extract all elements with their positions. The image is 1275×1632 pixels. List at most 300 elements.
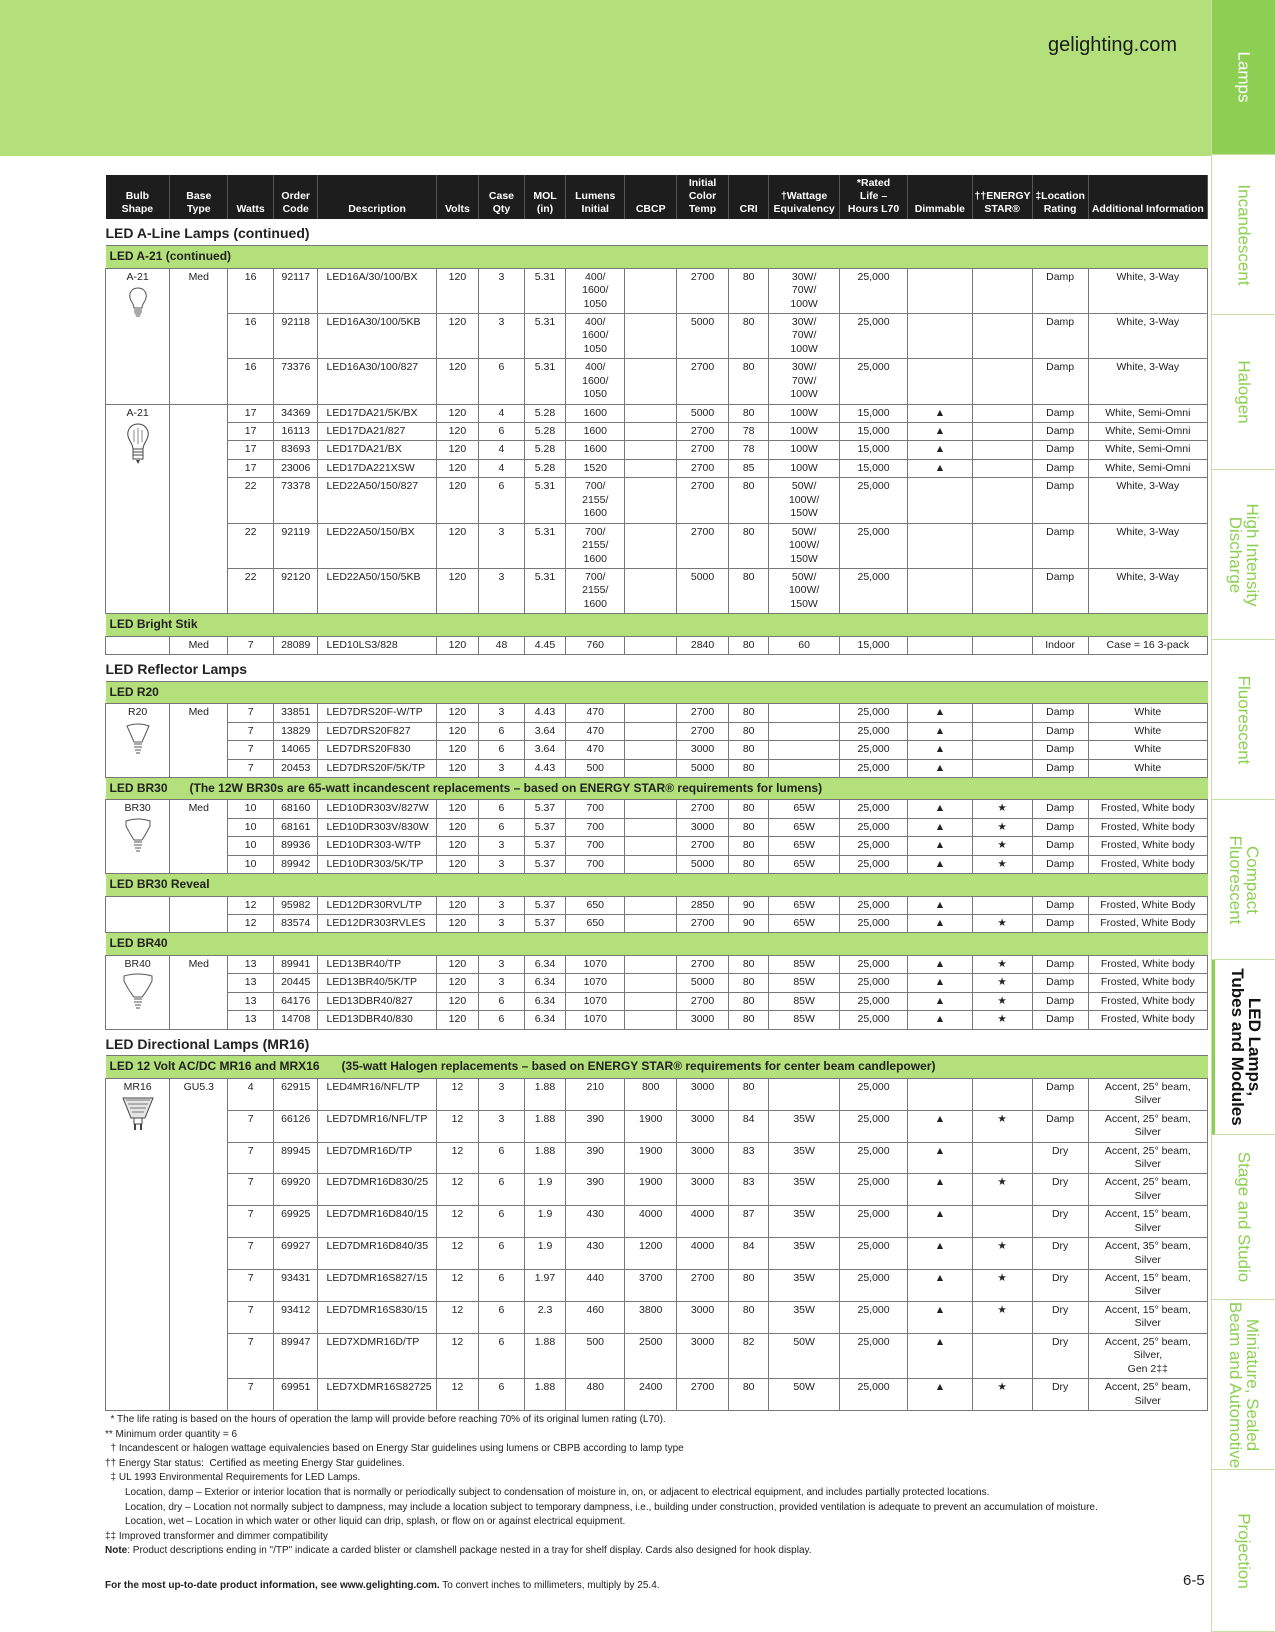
- table-cell: 25,000: [839, 741, 907, 759]
- table-cell: ★: [972, 1270, 1032, 1302]
- table-row: [106, 1206, 1208, 1238]
- table-cell: 1520: [566, 459, 625, 477]
- table-cell: ▲: [908, 1011, 972, 1029]
- table-cell: 3800: [625, 1301, 677, 1333]
- table-cell: 12: [436, 1301, 479, 1333]
- column-header: Description: [318, 175, 436, 219]
- subsection-row: [106, 246, 1208, 268]
- table-cell: Damp: [1032, 974, 1088, 992]
- table-cell: 28089: [273, 636, 318, 654]
- table-cell: 17: [228, 459, 274, 477]
- table-cell: 1070: [566, 955, 625, 973]
- table-cell: 25,000: [839, 1110, 907, 1142]
- table-row: [106, 722, 1208, 740]
- table-row: [106, 1379, 1208, 1411]
- table-cell: 35W: [769, 1301, 839, 1333]
- table-cell: 3700: [625, 1270, 677, 1302]
- cell-text: 400/ 1600/ 1050: [582, 315, 609, 355]
- table-row: [106, 441, 1208, 459]
- table-cell: ★: [972, 1301, 1032, 1333]
- table-cell: 390: [566, 1174, 625, 1206]
- table-cell: 13: [228, 1011, 274, 1029]
- table-cell: Damp: [1032, 759, 1088, 777]
- table-cell: [769, 568, 839, 613]
- footnote: Location, damp – Exterior or interior location that is normally or periodically subject to condensation of moisture in, on, or adjacent to electrical equipment, and includes partially protected locations.: [125, 1486, 990, 1498]
- table-cell: LED7DRS20F/5K/TP: [318, 759, 436, 777]
- subsection-heading: [106, 874, 1208, 896]
- tab-9[interactable]: [1212, 1470, 1275, 1632]
- table-cell: LED22A50/150/BX: [318, 523, 436, 568]
- table-cell: 7: [228, 1238, 274, 1270]
- r20-bulb-icon: [108, 722, 167, 764]
- table-cell: [908, 1078, 972, 1110]
- tab-3[interactable]: [1212, 470, 1275, 640]
- table-cell: Frosted, White body: [1088, 800, 1207, 818]
- footnote: Location, dry – Location not normally subject to dampness, may include a location subject to temporary dampness, i.e., building under construction, provided ventilation is adequate to prevent an accumulation of moisture.: [125, 1501, 1098, 1513]
- section-heading: LED Reflector Lamps: [106, 655, 1208, 682]
- section-heading: LED Directional Lamps (MR16): [106, 1029, 1208, 1056]
- table-cell: 3000: [677, 1078, 729, 1110]
- table-row: [106, 423, 1208, 441]
- table-cell: [972, 704, 1032, 722]
- table-cell: 5.37: [524, 914, 565, 932]
- tab-8[interactable]: [1212, 1300, 1275, 1470]
- table-cell: Frosted, White body: [1088, 855, 1207, 873]
- tab-5[interactable]: [1212, 800, 1275, 960]
- table-cell: Damp: [1032, 423, 1088, 441]
- table-cell: 80: [728, 359, 768, 404]
- table-header-row: [106, 175, 1208, 219]
- table-cell: 25,000: [839, 478, 907, 523]
- table-cell: 25,000: [839, 914, 907, 932]
- table-row: [106, 568, 1208, 613]
- tab-label: Projection: [1234, 1512, 1254, 1589]
- subsection-heading: [106, 933, 1208, 955]
- table-row: [106, 459, 1208, 477]
- table-cell: LED17DA221XSW: [318, 459, 436, 477]
- table-cell: [908, 359, 972, 404]
- table-cell: 760: [566, 636, 625, 654]
- subsection-heading: [106, 778, 1208, 800]
- column-header: ††ENERGY STAR®: [972, 175, 1032, 219]
- table-cell: 2700: [677, 359, 729, 404]
- table-cell: 700: [566, 855, 625, 873]
- table-cell: Damp: [1032, 523, 1088, 568]
- table-cell: 15,000: [839, 636, 907, 654]
- subsection-row: [106, 1056, 1208, 1078]
- table-cell: LED13DBR40/830: [318, 1011, 436, 1029]
- table-cell: 60: [769, 636, 839, 654]
- table-cell: White, Semi-Omni: [1088, 459, 1207, 477]
- table-cell: 13: [228, 974, 274, 992]
- table-row: [106, 759, 1208, 777]
- column-header: Additional Information: [1088, 175, 1207, 219]
- table-cell: 210: [566, 1078, 625, 1110]
- table-cell: 15,000: [839, 423, 907, 441]
- table-cell: 1900: [625, 1110, 677, 1142]
- table-cell: 120: [436, 722, 479, 740]
- table-row: [106, 1142, 1208, 1174]
- table-cell: Frosted, White body: [1088, 974, 1207, 992]
- table-row: [106, 818, 1208, 836]
- tab-7[interactable]: [1212, 1135, 1275, 1300]
- table-cell: [625, 636, 677, 654]
- bulb-shape-cell: [106, 955, 170, 1029]
- table-cell: ▲: [908, 800, 972, 818]
- table-cell: 89941: [273, 955, 318, 973]
- table-cell: [566, 523, 625, 568]
- table-cell: White, 3-Way: [1088, 268, 1207, 313]
- table-cell: LED13BR40/TP: [318, 955, 436, 973]
- table-cell: 7: [228, 722, 274, 740]
- table-cell: 1.97: [524, 1270, 565, 1302]
- table-cell: LED7DRS20F827: [318, 722, 436, 740]
- table-cell: 1600: [566, 404, 625, 422]
- table-cell: 1.9: [524, 1238, 565, 1270]
- table-cell: 10: [228, 855, 274, 873]
- table-cell: 35W: [769, 1110, 839, 1142]
- column-header: ‡Location Rating: [1032, 175, 1088, 219]
- table-cell: LED7DRS20F830: [318, 741, 436, 759]
- table-cell: Accent, 15° beam, Silver: [1088, 1301, 1207, 1333]
- table-cell: 82: [728, 1333, 768, 1378]
- table-cell: 2700: [677, 722, 729, 740]
- table-cell: Accent, 25° beam, Silver: [1088, 1142, 1207, 1174]
- table-row: [106, 914, 1208, 932]
- footnote: Location, wet – Location in which water or other liquid can drip, splash, or flow on or against electrical equipment.: [125, 1516, 626, 1528]
- table-cell: 25,000: [839, 1142, 907, 1174]
- table-cell: [625, 818, 677, 836]
- table-cell: Indoor: [1032, 636, 1088, 654]
- table-cell: LED22A50/150/5KB: [318, 568, 436, 613]
- table-cell: ▲: [908, 441, 972, 459]
- table-cell: [625, 800, 677, 818]
- table-cell: Frosted, White body: [1088, 992, 1207, 1010]
- table-cell: 2700: [677, 800, 729, 818]
- table-cell: 66126: [273, 1110, 318, 1142]
- table-cell: Accent, 25° beam, Silver: [1088, 1110, 1207, 1142]
- table-cell: ▲: [908, 914, 972, 932]
- subsection-title: LED A-21 (continued): [109, 249, 232, 264]
- table-cell: 16113: [273, 423, 318, 441]
- table-cell: 80: [728, 759, 768, 777]
- table-cell: 89947: [273, 1333, 318, 1378]
- table-cell: 5000: [677, 855, 729, 873]
- subsection-heading: [106, 246, 1208, 268]
- table-cell: 25,000: [839, 1011, 907, 1029]
- table-cell: 3: [479, 1078, 525, 1110]
- subsection-note: (35-watt Halogen replacements – based on ENERGY STAR® requirements for center beam candlepower): [341, 1059, 936, 1074]
- table-cell: 3: [479, 1110, 525, 1142]
- subsection-heading: [106, 681, 1208, 703]
- table-row: [106, 1238, 1208, 1270]
- table-cell: 25,000: [839, 523, 907, 568]
- table-cell: LED16A30/100/5KB: [318, 313, 436, 358]
- table-cell: 1900: [625, 1142, 677, 1174]
- table-cell: White, 3-Way: [1088, 523, 1207, 568]
- table-cell: 3: [479, 974, 525, 992]
- table-cell: White: [1088, 741, 1207, 759]
- table-cell: [625, 992, 677, 1010]
- table-cell: LED10DR303-W/TP: [318, 837, 436, 855]
- table-cell: 440: [566, 1270, 625, 1302]
- table-cell: 6: [479, 818, 525, 836]
- table-cell: [625, 404, 677, 422]
- table-cell: [566, 568, 625, 613]
- table-cell: 89945: [273, 1142, 318, 1174]
- table-cell: 5.31: [524, 313, 565, 358]
- table-cell: 25,000: [839, 1333, 907, 1378]
- footnote: * The life rating is based on the hours of operation the lamp will provide before reaching 70% of its original lumen rating (L70).: [105, 1414, 666, 1425]
- table-cell: ▲: [908, 855, 972, 873]
- a21-bulb-icon: [108, 286, 167, 324]
- table-cell: 50W: [769, 1379, 839, 1411]
- table-cell: 6: [479, 722, 525, 740]
- table-cell: Accent, 25° beam, Silver: [1088, 1379, 1207, 1411]
- table-cell: 7: [228, 1379, 274, 1411]
- table-cell: Dry: [1032, 1142, 1088, 1174]
- cell-text: 50W/ 100W/ 150W: [788, 480, 820, 520]
- table-cell: 80: [728, 523, 768, 568]
- table-cell: 10: [228, 818, 274, 836]
- table-cell: [769, 359, 839, 404]
- table-row: [106, 955, 1208, 973]
- table-cell: LED4MR16/NFL/TP: [318, 1078, 436, 1110]
- table-cell: 500: [566, 1333, 625, 1378]
- table-cell: 5000: [677, 313, 729, 358]
- table-cell: 120: [436, 704, 479, 722]
- bulb-shape: BR40: [124, 957, 151, 970]
- tab-6[interactable]: [1212, 960, 1275, 1135]
- table-cell: White, Semi-Omni: [1088, 441, 1207, 459]
- footnote: ‡‡ Improved transformer and dimmer compatibility: [105, 1530, 328, 1542]
- table-cell: 16: [228, 313, 274, 358]
- table-cell: 80: [728, 1301, 768, 1333]
- column-header: Case Qty: [479, 175, 525, 219]
- table-cell: [972, 359, 1032, 404]
- table-cell: 13: [228, 992, 274, 1010]
- column-header: *Rated Life – Hours L70: [839, 175, 907, 219]
- site-url[interactable]: gelighting.com: [1048, 34, 1177, 56]
- tab-0[interactable]: [1212, 0, 1275, 155]
- table-cell: 3000: [677, 741, 729, 759]
- base-type: Med: [170, 636, 228, 654]
- table-cell: 7: [228, 1206, 274, 1238]
- table-cell: 120: [436, 404, 479, 422]
- table-cell: LED7DMR16S830/15: [318, 1301, 436, 1333]
- table-cell: [566, 313, 625, 358]
- table-cell: 25,000: [839, 837, 907, 855]
- table-row: [106, 478, 1208, 523]
- table-cell: 84: [728, 1110, 768, 1142]
- table-cell: 1.88: [524, 1078, 565, 1110]
- section-heading-row: [106, 1029, 1208, 1056]
- table-cell: [625, 741, 677, 759]
- table-cell: White, 3-Way: [1088, 568, 1207, 613]
- subsection-title: LED R20: [109, 684, 159, 699]
- table-cell: Accent, 15° beam, Silver: [1088, 1270, 1207, 1302]
- table-cell: 1.88: [524, 1379, 565, 1411]
- table-cell: 80: [728, 1078, 768, 1110]
- table-cell: [972, 636, 1032, 654]
- table-cell: 80: [728, 268, 768, 313]
- bulb-shape: BR30: [124, 802, 151, 815]
- table-cell: ▲: [908, 992, 972, 1010]
- column-header: Lumens Initial: [566, 175, 625, 219]
- table-row: [106, 268, 1208, 313]
- table-cell: [769, 313, 839, 358]
- table-cell: 5.37: [524, 837, 565, 855]
- table-cell: 1.9: [524, 1174, 565, 1206]
- table-cell: 120: [436, 459, 479, 477]
- table-cell: 64176: [273, 992, 318, 1010]
- table-cell: 22: [228, 568, 274, 613]
- tab-label: LED Lamps, Tubes and Modules: [1227, 968, 1264, 1126]
- table-row: [106, 1078, 1208, 1110]
- table-cell: [566, 478, 625, 523]
- table-cell: 5.28: [524, 441, 565, 459]
- table-cell: Damp: [1032, 459, 1088, 477]
- bulb-shape: A-21: [126, 406, 149, 419]
- table-cell: 1900: [625, 1174, 677, 1206]
- table-row: [106, 523, 1208, 568]
- table-cell: 80: [728, 1270, 768, 1302]
- table-cell: 120: [436, 974, 479, 992]
- table-cell: 120: [436, 818, 479, 836]
- table-cell: 23006: [273, 459, 318, 477]
- table-row: [106, 313, 1208, 358]
- table-cell: ★: [972, 1379, 1032, 1411]
- table-cell: ▲: [908, 1110, 972, 1142]
- bulb-shape: A-21: [126, 270, 149, 283]
- table-cell: 1.88: [524, 1110, 565, 1142]
- table-row: [106, 800, 1208, 818]
- table-cell: [908, 523, 972, 568]
- cell-text: 400/ 1600/ 1050: [582, 361, 609, 401]
- table-cell: [972, 441, 1032, 459]
- column-header: Volts: [436, 175, 479, 219]
- table-cell: 6: [479, 992, 525, 1010]
- tab-label: Lamps: [1234, 51, 1254, 103]
- table-cell: 12: [436, 1078, 479, 1110]
- table-cell: ★: [972, 1238, 1032, 1270]
- column-header: †Wattage Equivalency: [769, 175, 839, 219]
- table-cell: 25,000: [839, 800, 907, 818]
- tab-4[interactable]: [1212, 640, 1275, 800]
- cell-text: Accent, 25° beam, Silver, Gen 2‡‡: [1104, 1335, 1191, 1375]
- table-cell: 2700: [677, 992, 729, 1010]
- table-cell: LED16A30/100/827: [318, 359, 436, 404]
- table-cell: [625, 523, 677, 568]
- table-cell: 2700: [677, 837, 729, 855]
- table-cell: 12: [228, 896, 274, 914]
- table-cell: 1.88: [524, 1333, 565, 1378]
- table-cell: 65W: [769, 818, 839, 836]
- table-cell: 3000: [677, 1142, 729, 1174]
- table-cell: LED17DA21/827: [318, 423, 436, 441]
- table-cell: 33851: [273, 704, 318, 722]
- table-cell: 2700: [677, 268, 729, 313]
- table-cell: 25,000: [839, 1270, 907, 1302]
- table-cell: 3.64: [524, 722, 565, 740]
- table-cell: 390: [566, 1142, 625, 1174]
- base-type: Med: [170, 268, 228, 404]
- table-cell: Frosted, White Body: [1088, 896, 1207, 914]
- table-cell: [972, 1142, 1032, 1174]
- table-cell: 390: [566, 1110, 625, 1142]
- table-cell: 83: [728, 1174, 768, 1206]
- table-cell: 69925: [273, 1206, 318, 1238]
- table-cell: 65W: [769, 837, 839, 855]
- table-cell: 3: [479, 855, 525, 873]
- table-cell: 4: [479, 459, 525, 477]
- table-cell: 6: [479, 800, 525, 818]
- table-cell: 80: [728, 1379, 768, 1411]
- table-cell: 15,000: [839, 404, 907, 422]
- table-cell: [625, 955, 677, 973]
- table-cell: 35W: [769, 1238, 839, 1270]
- table-cell: Accent, 35° beam, Silver: [1088, 1238, 1207, 1270]
- table-cell: 25,000: [839, 1206, 907, 1238]
- table-cell: 25,000: [839, 855, 907, 873]
- table-cell: 13829: [273, 722, 318, 740]
- base-type: Med: [170, 800, 228, 874]
- tab-2[interactable]: [1212, 315, 1275, 470]
- table-cell: 3000: [677, 818, 729, 836]
- table-cell: Dry: [1032, 1174, 1088, 1206]
- table-cell: 3000: [677, 1174, 729, 1206]
- table-cell: 25,000: [839, 1174, 907, 1206]
- bulb-shape: MR16: [123, 1080, 152, 1093]
- table-cell: 5.31: [524, 523, 565, 568]
- table-cell: [908, 636, 972, 654]
- table-cell: LED10DR303V/827W: [318, 800, 436, 818]
- table-cell: Damp: [1032, 818, 1088, 836]
- table-cell: 16: [228, 359, 274, 404]
- table-cell: [625, 441, 677, 459]
- cell-text: 30W/ 70W/ 100W: [790, 361, 818, 401]
- table-cell: 84: [728, 1238, 768, 1270]
- subsection-heading: [106, 614, 1208, 636]
- product-table-wrap: [105, 175, 1208, 1411]
- table-cell: 12: [436, 1379, 479, 1411]
- table-cell: 430: [566, 1206, 625, 1238]
- table-cell: Dry: [1032, 1333, 1088, 1378]
- subsection-row: [106, 874, 1208, 896]
- table-cell: 3.64: [524, 741, 565, 759]
- table-cell: 3000: [677, 1011, 729, 1029]
- table-cell: 120: [436, 423, 479, 441]
- table-cell: ▲: [908, 896, 972, 914]
- section-heading: LED A-Line Lamps (continued): [106, 219, 1208, 245]
- table-cell: 93431: [273, 1270, 318, 1302]
- table-cell: 6: [479, 359, 525, 404]
- table-cell: [625, 459, 677, 477]
- table-cell: 35W: [769, 1142, 839, 1174]
- br40-bulb-icon: [108, 973, 167, 1021]
- table-cell: Damp: [1032, 741, 1088, 759]
- table-cell: LED22A50/150/827: [318, 478, 436, 523]
- table-cell: [625, 837, 677, 855]
- bottom-line-rest: To convert inches to millimeters, multiply by 25.4.: [439, 1580, 660, 1591]
- table-cell: LED7DMR16D840/15: [318, 1206, 436, 1238]
- table-cell: 2840: [677, 636, 729, 654]
- product-table: [105, 175, 1208, 1411]
- tab-1[interactable]: [1212, 155, 1275, 315]
- table-cell: ▲: [908, 759, 972, 777]
- table-cell: 120: [436, 855, 479, 873]
- table-cell: 480: [566, 1379, 625, 1411]
